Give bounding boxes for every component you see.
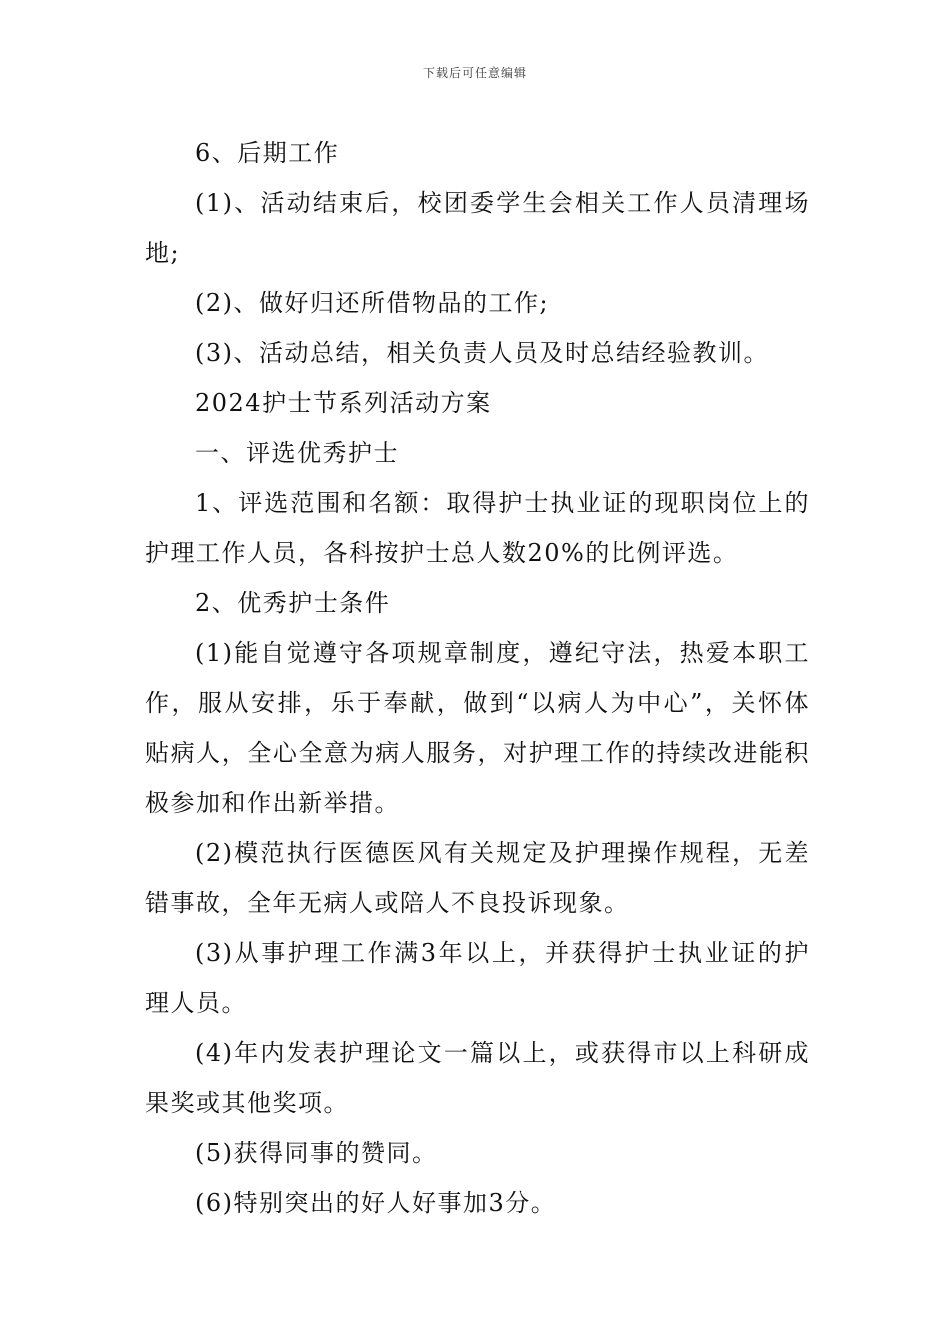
list-item: (5)获得同事的赞同。 xyxy=(195,1139,438,1167)
paragraph: 1、评选范围和名额：取得护士执业证的现职岗位上的护理工作人员，各科按护士总人数20%的比例评选。 xyxy=(145,489,810,567)
document-title: 2024护士节系列活动方案 xyxy=(195,389,492,417)
list-item: (2)、做好归还所借物品的工作; xyxy=(195,289,550,317)
section-heading-followup: 6、后期工作 xyxy=(195,139,340,167)
list-item: (3)从事护理工作满3年以上，并获得护士执业证的护理人员。 xyxy=(145,939,810,1017)
list-item: (4)年内发表护理论文一篇以上，或获得市以上科研成果奖或其他奖项。 xyxy=(145,1039,810,1117)
section-heading: 一、评选优秀护士 xyxy=(195,439,399,467)
list-item: (1)能自觉遵守各项规章制度，遵纪守法，热爱本职工作，服从安排，乐于奉献，做到“以病人为中心”，关怀体贴病人，全心全意为病人服务，对护理工作的持续改进能积极参加和作出新举措。 xyxy=(145,639,810,817)
list-item: (1)、活动结束后，校团委学生会相关工作人员清理场地; xyxy=(145,189,810,267)
subsection-heading: 2、优秀护士条件 xyxy=(195,589,391,617)
list-item: (3)、活动总结，相关负责人员及时总结经验教训。 xyxy=(195,339,769,367)
list-item: (6)特别突出的好人好事加3分。 xyxy=(195,1189,557,1217)
document-body xyxy=(145,128,810,1228)
list-item: (2)模范执行医德医风有关规定及护理操作规程，无差错事故，全年无病人或陪人不良投诉现象。 xyxy=(145,839,810,917)
header-note: 下载后可任意编辑 xyxy=(422,66,527,80)
